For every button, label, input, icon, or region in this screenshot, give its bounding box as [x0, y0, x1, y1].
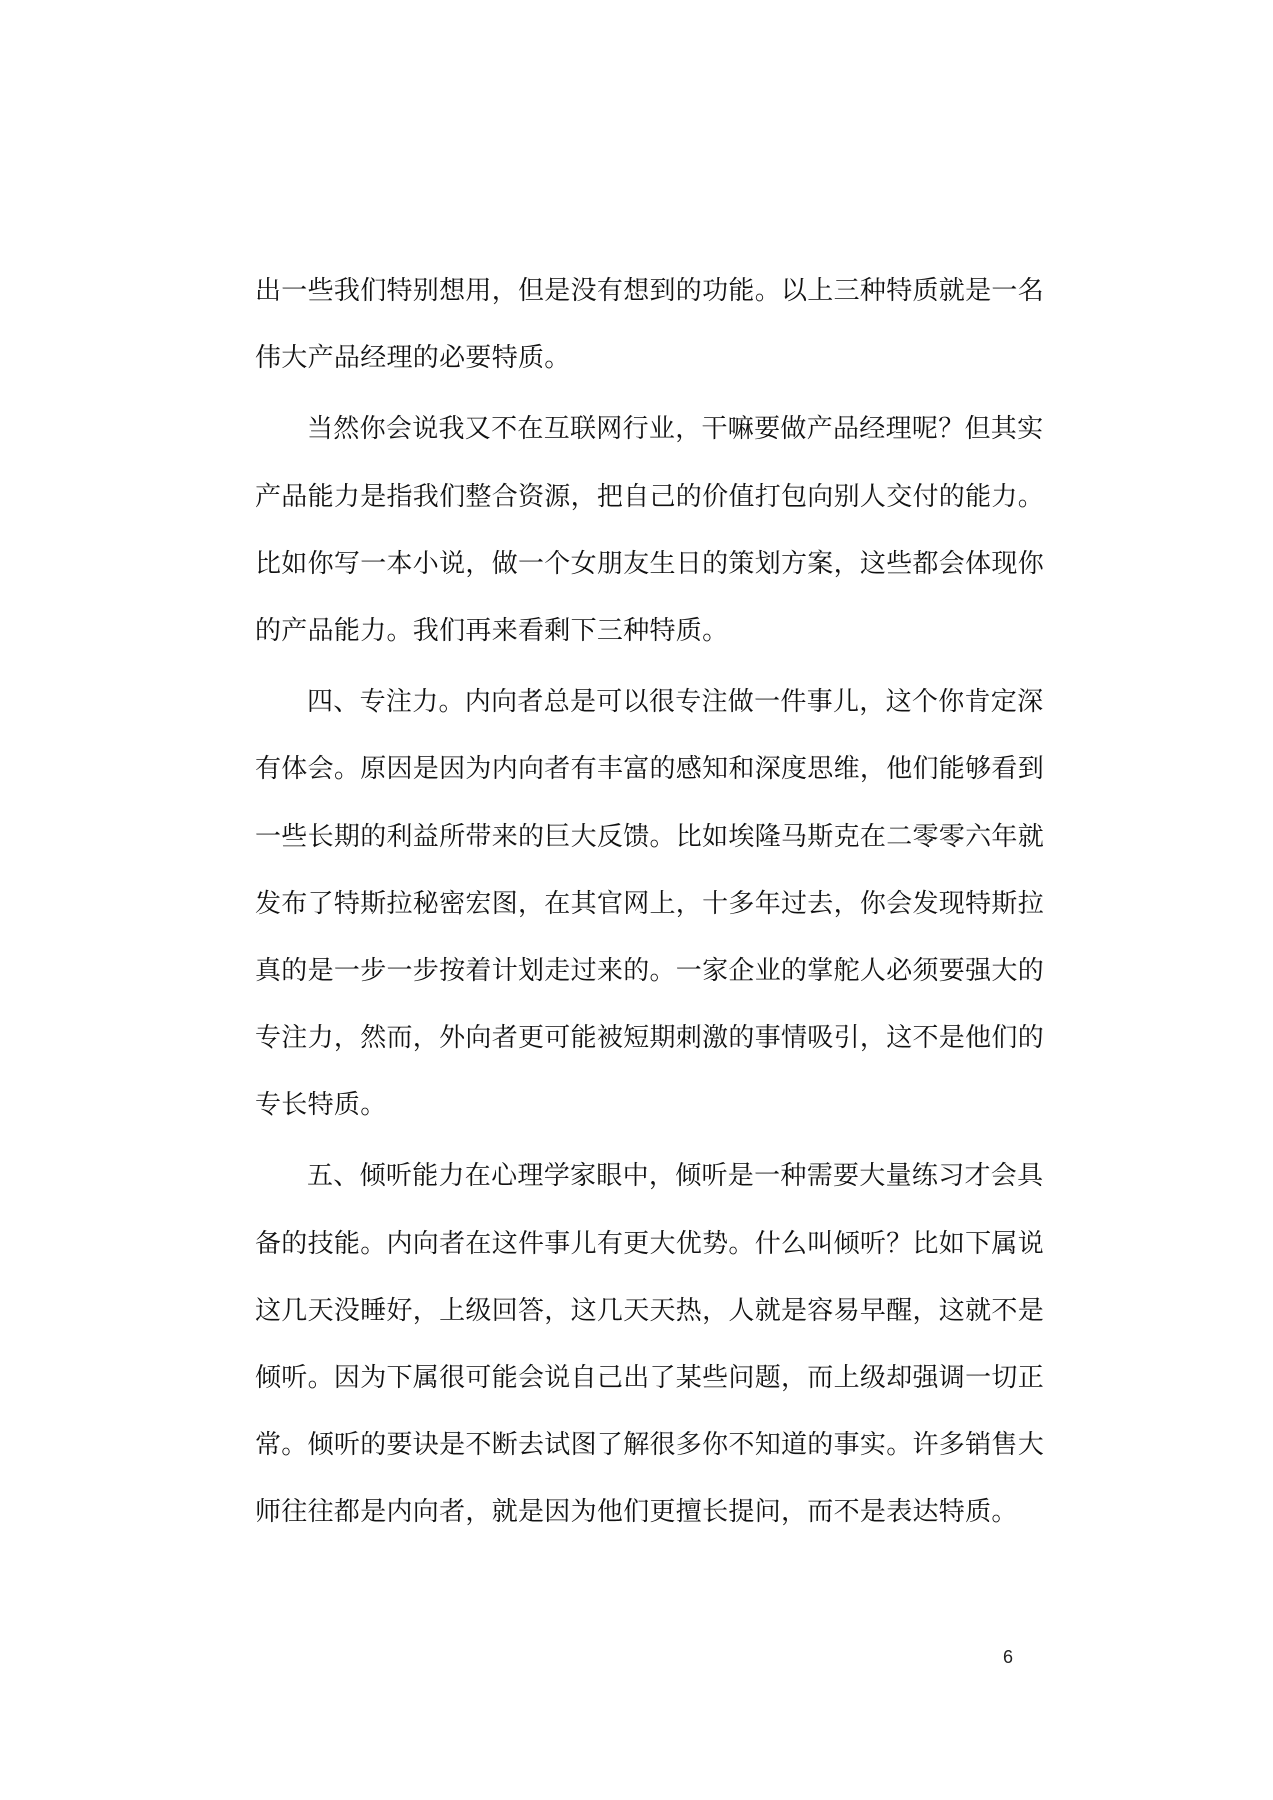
text-line: 师往往都是内向者，就是因为他们更擅长提问，而不是表达特质。	[255, 1497, 1018, 1528]
page-number: 6	[1003, 1647, 1014, 1667]
text-line: 当然你会说我又不在互联网行业，干嘛要做产品经理呢？但其实	[307, 414, 1044, 445]
text-line: 专注力，然而，外向者更可能被短期刺激的事情吸引，这不是他们的	[255, 1023, 1045, 1054]
text-line: 发布了特斯拉秘密宏图，在其官网上，十多年过去，你会发现特斯拉	[255, 888, 1045, 919]
text-line: 专长特质。	[255, 1090, 387, 1121]
text-line: 比如你写一本小说，做一个女朋友生日的策划方案，这些都会体现你	[255, 548, 1045, 579]
paragraph	[255, 1143, 1045, 1546]
text-line: 的产品能力。我们再来看剩下三种特质。	[255, 615, 729, 646]
text-line: 一些长期的利益所带来的巨大反馈。比如埃隆马斯克在二零零六年就	[255, 821, 1045, 852]
text-line: 倾听。因为下属很可能会说自己出了某些问题，而上级却强调一切正	[255, 1363, 1045, 1393]
text-line: 四、专注力。内向者总是可以很专注做一件事儿，这个你肯定深	[307, 687, 1044, 718]
body-text	[255, 258, 1045, 1551]
text-line: 出一些我们特别想用，但是没有想到的功能。以上三种特质就是一名	[255, 276, 1045, 306]
text-line: 备的技能。内向者在这件事儿有更大优势。什么叫倾听？比如下属说	[255, 1228, 1045, 1259]
text-line: 伟大产品经理的必要特质。	[255, 343, 571, 374]
text-line: 五、倾听能力在心理学家眼中，倾听是一种需要大量练习才会具	[307, 1161, 1044, 1192]
text-line: 产品能力是指我们整合资源，把自己的价值打包向别人交付的能力。	[255, 481, 1045, 512]
text-line: 真的是一步一步按着计划走过来的。一家企业的掌舵人必须要强大的	[255, 955, 1045, 986]
text-line: 常。倾听的要诀是不断去试图了解很多你不知道的事实。许多销售大	[255, 1430, 1045, 1461]
text-line: 这几天没睡好，上级回答，这几天天热，人就是容易早醒，这就不是	[255, 1295, 1045, 1326]
paragraph	[255, 258, 1045, 392]
paragraph	[255, 669, 1045, 1139]
paragraph	[255, 396, 1045, 665]
text-line: 有体会。原因是因为内向者有丰富的感知和深度思维，他们能够看到	[255, 754, 1045, 785]
